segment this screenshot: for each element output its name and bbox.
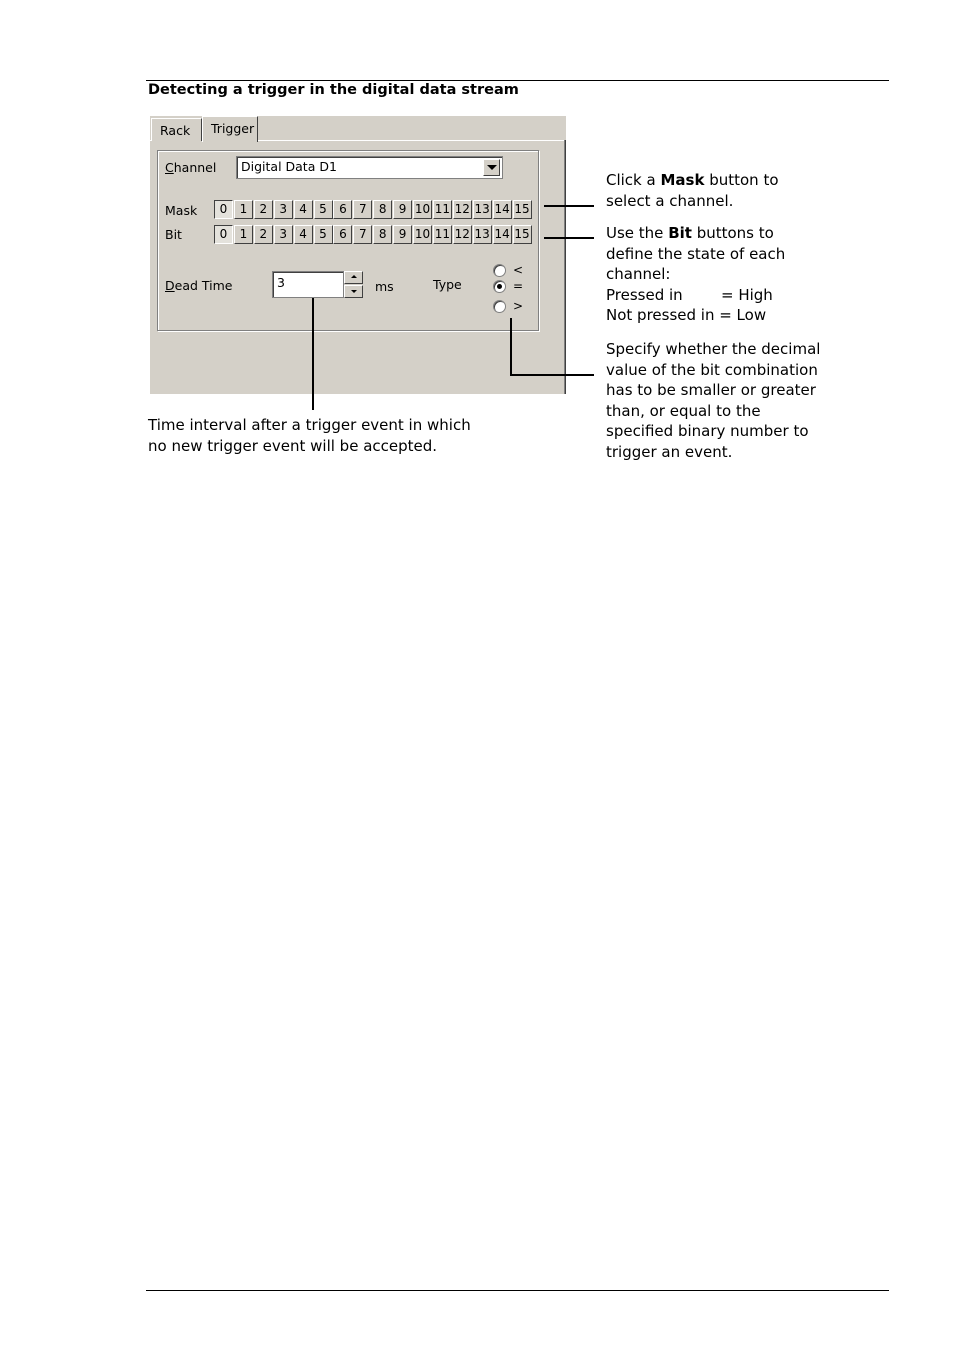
- bit-button-13[interactable]: 13: [473, 225, 492, 244]
- chevron-down-icon[interactable]: [483, 159, 500, 176]
- dead-time-callout-line: Time interval after a trigger event in which: [148, 416, 471, 434]
- mask-button-5[interactable]: 5: [314, 200, 333, 219]
- mask-callout-bold: Mask: [660, 171, 705, 189]
- mask-button-7[interactable]: 7: [353, 200, 372, 219]
- top-rule: [146, 80, 889, 81]
- channel-label-accel: C: [165, 160, 174, 175]
- type-callout-line: trigger an event.: [606, 442, 733, 461]
- type-label: Type: [433, 277, 462, 292]
- mask-leader-line: [544, 205, 594, 207]
- tab-trigger[interactable]: Trigger: [202, 116, 258, 142]
- dead-time-callout-line: no new trigger event will be accepted.: [148, 436, 438, 455]
- type-leader-vertical: [510, 318, 512, 376]
- mask-button-6[interactable]: 6: [333, 200, 352, 219]
- type-callout-line: specified binary number to: [606, 422, 809, 441]
- bit-label: Bit: [165, 227, 182, 242]
- bit-button-5[interactable]: 5: [314, 225, 333, 244]
- dead-time-label: [165, 278, 233, 293]
- page-border: [564, 140, 566, 394]
- mask-label: Mask: [165, 203, 198, 218]
- bit-button-2[interactable]: 2: [254, 225, 273, 244]
- mask-button-10[interactable]: 10: [413, 200, 432, 219]
- mask-callout-post: button to: [704, 171, 779, 189]
- bit-callout-bold: Bit: [668, 224, 692, 242]
- mask-button-13[interactable]: 13: [473, 200, 492, 219]
- type-radio-greater[interactable]: [493, 300, 506, 313]
- type-radio-less[interactable]: [493, 264, 506, 277]
- dead-time-unit: ms: [375, 279, 394, 294]
- mask-button-3[interactable]: 3: [274, 200, 293, 219]
- channel-select[interactable]: [236, 156, 503, 179]
- bit-button-14[interactable]: 14: [493, 225, 512, 244]
- bit-callout-not-pressed: Not pressed in = Low: [606, 306, 767, 325]
- dead-time-input[interactable]: 3: [272, 271, 344, 298]
- bit-leader-line: [544, 237, 594, 239]
- spin-down-button[interactable]: [344, 285, 363, 298]
- mask-button-0[interactable]: 0: [214, 200, 233, 219]
- dead-time-callout: [148, 415, 471, 456]
- bit-button-6[interactable]: 6: [333, 225, 352, 244]
- bit-callout-pressed-value: = High: [721, 285, 773, 304]
- tab-rack[interactable]: Rack: [151, 118, 202, 141]
- bit-button-7[interactable]: 7: [353, 225, 372, 244]
- bit-button-1[interactable]: 1: [234, 225, 253, 244]
- type-greater-symbol: >: [513, 299, 524, 313]
- type-radio-equal[interactable]: [493, 280, 506, 293]
- dead-time-label-accel: D: [165, 278, 175, 293]
- bit-button-4[interactable]: 4: [294, 225, 313, 244]
- mask-button-15[interactable]: 15: [513, 200, 532, 219]
- mask-button-2[interactable]: 2: [254, 200, 273, 219]
- dead-time-leader-line: [312, 298, 314, 410]
- bit-callout-post: buttons to: [691, 224, 774, 242]
- mask-callout: [606, 170, 779, 211]
- mask-button-14[interactable]: 14: [493, 200, 512, 219]
- channel-label-rest: hannel: [173, 160, 217, 175]
- type-leader-horizontal: [510, 374, 594, 376]
- mask-button-4[interactable]: 4: [294, 200, 313, 219]
- bit-button-0[interactable]: 0: [214, 225, 233, 244]
- mask-button-8[interactable]: 8: [373, 200, 392, 219]
- bit-callout-pre: Use the: [606, 224, 669, 242]
- bit-callout: [606, 223, 785, 326]
- type-callout-line: value of the bit combination: [606, 360, 818, 379]
- bit-button-9[interactable]: 9: [393, 225, 412, 244]
- bit-button-11[interactable]: 11: [433, 225, 452, 244]
- mask-callout-pre: Click a: [606, 171, 661, 189]
- bit-callout-line3: channel:: [606, 265, 671, 284]
- spin-up-button[interactable]: [344, 271, 363, 284]
- bottom-rule: [146, 1290, 889, 1291]
- bit-button-3[interactable]: 3: [274, 225, 293, 244]
- bit-button-12[interactable]: 12: [453, 225, 472, 244]
- dead-time-label-rest: ead Time: [174, 278, 233, 293]
- channel-label: [165, 160, 216, 175]
- mask-button-12[interactable]: 12: [453, 200, 472, 219]
- mask-button-9[interactable]: 9: [393, 200, 412, 219]
- type-equal-symbol: =: [513, 279, 524, 293]
- mask-button-11[interactable]: 11: [433, 200, 452, 219]
- type-less-symbol: <: [513, 263, 524, 277]
- type-callout-line: has to be smaller or greater: [606, 381, 816, 400]
- bit-callout-pressed-label: Pressed in: [606, 285, 683, 304]
- bit-button-15[interactable]: 15: [513, 225, 532, 244]
- bit-button-8[interactable]: 8: [373, 225, 392, 244]
- type-callout-line: than, or equal to the: [606, 401, 761, 420]
- trigger-dialog: [150, 116, 566, 394]
- bit-button-10[interactable]: 10: [413, 225, 432, 244]
- type-callout: [606, 339, 820, 463]
- mask-button-1[interactable]: 1: [234, 200, 253, 219]
- mask-callout-line2: select a channel.: [606, 191, 734, 210]
- channel-select-value: Digital Data D1: [241, 159, 337, 174]
- type-callout-line: Specify whether the decimal: [606, 340, 821, 358]
- section-title: Detecting a trigger in the digital data stream: [148, 82, 519, 98]
- bit-callout-line2: define the state of each: [606, 244, 786, 263]
